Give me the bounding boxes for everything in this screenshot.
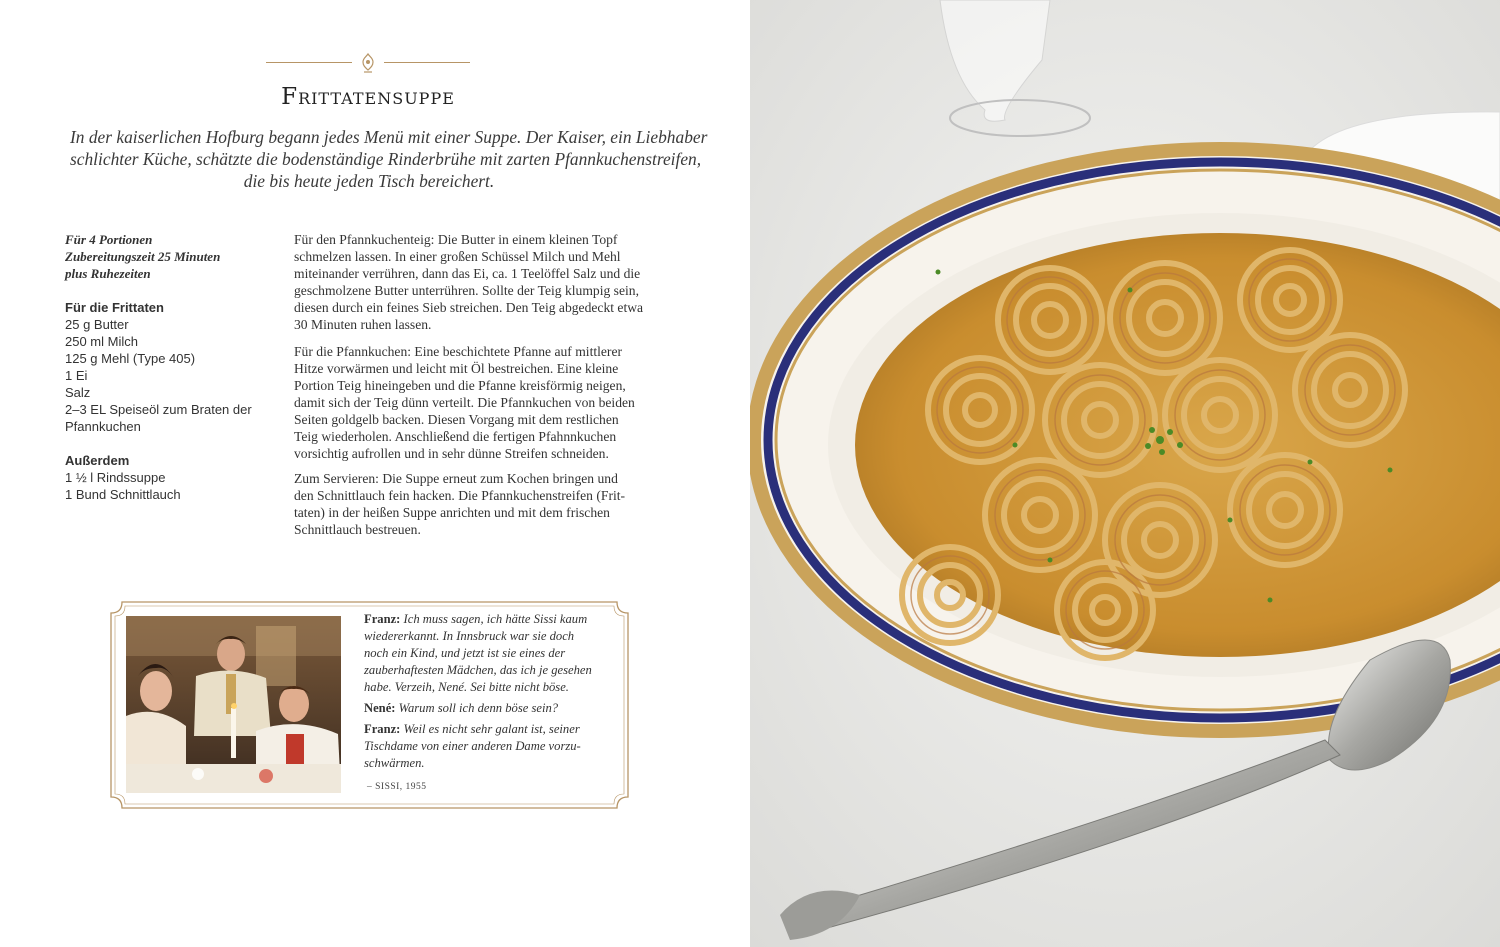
soup-photo-illustration (750, 0, 1500, 947)
ingredient-item: 1 Ei (65, 368, 88, 383)
title-ornament (266, 52, 470, 74)
crest-ornament-icon (358, 52, 378, 74)
soup-photo (750, 0, 1500, 947)
speaker-label: Franz: (364, 722, 401, 736)
ingredient-item: 1 ½ l Rindssuppe (65, 470, 166, 485)
method-line: diesen durch ein feines Sieb streichen. Den Teig abgedeckt etwa (294, 300, 644, 315)
ingredient-item: 250 ml Milch (65, 334, 138, 349)
method-line: 30 Minuten ruhen lassen. (294, 317, 432, 332)
method-line: Zum Servieren: Die Suppe erneut zum Kochen bringen und (294, 471, 618, 486)
film-quote-box (110, 601, 629, 809)
quote-line (364, 611, 614, 628)
quote-line: wiedererkannt. In Innsbruck war sie doch (364, 629, 575, 643)
servings: Für 4 Portionen (65, 232, 153, 247)
method-line: Portion Teig hineingeben und die Pfanne kreisförmig neigen, (294, 378, 626, 393)
ingredient-item: Salz (65, 385, 91, 400)
method-line: Schnittlauch bestreuen. (294, 522, 421, 537)
speaker-label: Nené: (364, 701, 396, 715)
quote-line: noch ein Kind, und jetzt ist sie eines der (364, 646, 566, 660)
quote-line (364, 721, 614, 738)
ingredient-item: 125 g Mehl (Type 405) (65, 351, 196, 366)
method-line: damit sich der Teig dünn verteilt. Die Pfannkuchen von beiden (294, 395, 635, 410)
method-line: Hitze vorwärmen und leicht mit Öl bestreichen. Eine kleine (294, 361, 619, 376)
ornament-rule-left (266, 62, 352, 63)
film-still-image (126, 616, 341, 793)
quote-line: Tischdame von einer anderen Dame vorzu- (364, 739, 581, 753)
film-still-illustration (126, 616, 341, 793)
rest-time: plus Ruhezeiten (65, 266, 151, 281)
method-line: geschmolzene Butter unterrühren. Sollte der Teig klumpig sein, (294, 283, 639, 298)
ingredient-item: 1 Bund Schnittlauch (65, 487, 181, 502)
method-line: vorsichtig aufrollen und in sehr dünne Streifen schneiden. (294, 446, 609, 461)
method-line: miteinander verrühren, dann das Ei, ca. 1 Teelöffel Salz und die (294, 266, 641, 281)
method-line: taten) in der heißen Suppe anrichten und mit dem frischen (294, 505, 610, 520)
method-line: Teig wiederholen. Anschließend die fertigen Pfahnnkuchen (294, 429, 617, 444)
quote-line (364, 700, 614, 717)
method-line: den Schnittlauch fein hacken. Die Pfannkuchenstreifen (Frit- (294, 488, 626, 503)
ornament-rule-right (384, 62, 470, 63)
ingredient-item: 2–3 EL Speiseöl zum Braten der (65, 402, 252, 417)
recipe-title: Frittatensuppe (281, 84, 455, 110)
method-step (294, 470, 674, 538)
recipe-meta (65, 231, 275, 282)
film-quote-text (364, 611, 614, 772)
quote-line: habe. Verzeih, Nené. Sei bitte nicht böse. (364, 680, 569, 694)
speaker-label: Franz: (364, 612, 401, 626)
recipe-intro (70, 126, 708, 192)
ingredient-group-heading: Für die Frittaten (65, 300, 164, 315)
ingredient-item: Pfannkuchen (65, 419, 141, 434)
method-step (294, 231, 674, 333)
intro-line: In der kaiserlichen Hofburg begann jedes Menü mit einer Suppe. Der Kaiser, ein Liebhaber (70, 127, 708, 147)
prep-time: Zubereitungszeit 25 Minuten (65, 249, 221, 264)
method-line: schmelzen lassen. In einer großen Schüssel Milch und Mehl (294, 249, 621, 264)
quote-attribution: – SISSI, 1955 (367, 782, 427, 792)
method-line: Für den Pfannkuchenteig: Die Butter in einem kleinen Topf (294, 232, 618, 247)
method-line: Für die Pfannkuchen: Eine beschichtete Pfanne auf mittlerer (294, 344, 623, 359)
ingredient-group-frittaten (65, 299, 280, 435)
quote-text: Warum soll ich denn böse sein? (398, 701, 559, 715)
quote-line: zauberhaftesten Mädchen, das ich je gesehen (364, 663, 592, 677)
intro-line: die bis heute jeden Tisch bereichert. (243, 171, 495, 191)
quote-line: schwärmen. (364, 756, 425, 770)
ingredient-item: 25 g Butter (65, 317, 129, 332)
method-line: Seiten goldgelb backen. Diesen Vorgang mit dem restlichen (294, 412, 619, 427)
quote-text: Weil es nicht sehr galant ist, seiner (403, 722, 580, 736)
quote-text: Ich muss sagen, ich hätte Sissi kaum (403, 612, 588, 626)
ingredient-group-ausserdem (65, 452, 280, 503)
method-step (294, 343, 674, 462)
intro-line: schlichter Küche, schätzte die bodenständige Rinderbrühe mit zarten Pfannkuchenstreifen, (70, 149, 702, 169)
ingredient-group-heading: Außerdem (65, 453, 130, 468)
